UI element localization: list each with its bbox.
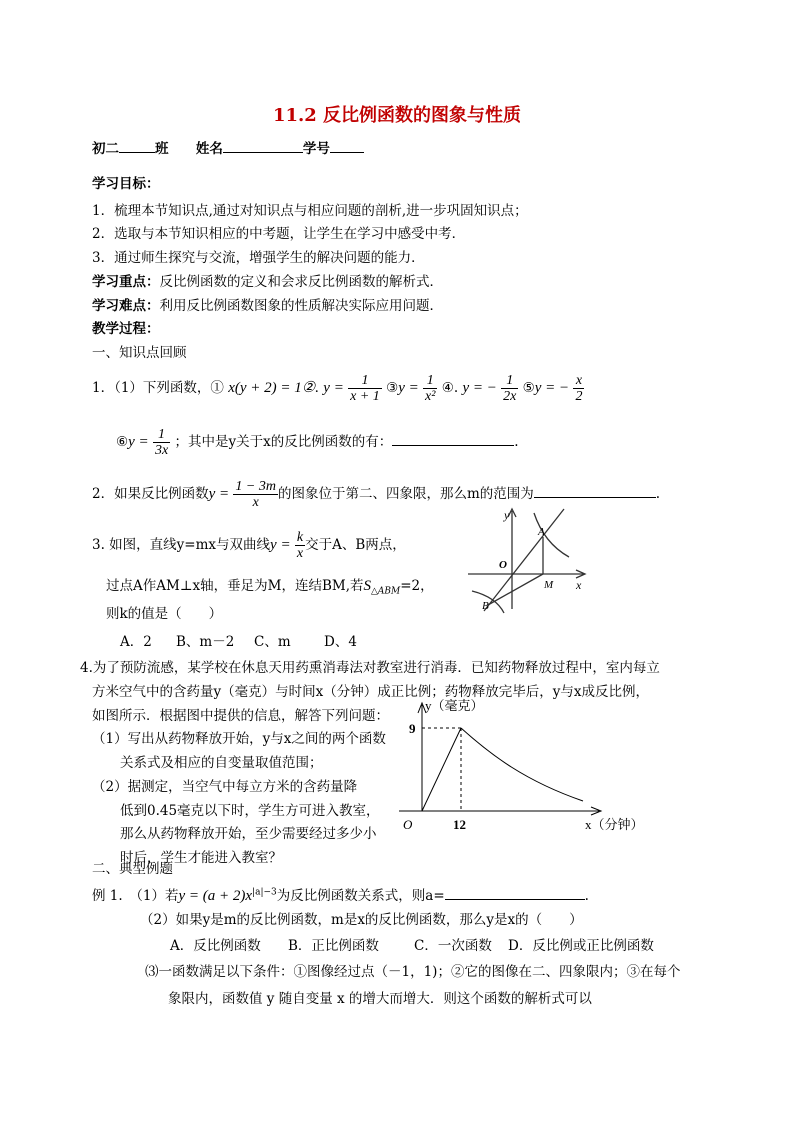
- question-4-sub-1b: 关系式及相应的自变量取值范围；: [120, 755, 323, 771]
- q3-options: [120, 630, 357, 650]
- q4-peak-y-label: 9: [409, 721, 416, 736]
- q1-fraction-2: $\frac{1}{x + 1}$: [350, 373, 380, 404]
- key-point-text: 反比例函数的定义和会求反比例函数的解析式．: [159, 274, 443, 290]
- q3-label-a: A: [538, 526, 545, 538]
- q4-y-label: y（毫克）: [425, 698, 484, 713]
- q3-bm-line: [488, 574, 543, 605]
- goal-item-3: 3．通过师生探究与交流，增强学生的解决问题的能力．: [92, 250, 425, 266]
- q1-fraction-4: $\frac{1}{2x}$: [503, 373, 517, 404]
- q3-line-mx: [484, 509, 564, 611]
- q2-fraction: $\frac{1 - 3m}{x}$: [235, 479, 276, 510]
- section-1-heading: 一、知识点回顾: [92, 345, 187, 361]
- q3-label-y: y: [504, 508, 510, 522]
- q4-peak-x-label: 12: [453, 817, 466, 832]
- goal-item-2: 2．选取与本节知识相应的中考题，让学生在学习中感受中考．: [92, 226, 466, 242]
- question-4-sub-1a: （1）写出从药物释放开始，y与x之间的两个函数: [92, 731, 386, 747]
- question-2: 2．如果反比例函数y = $\frac{1 - 3m}{x}$ 的图象位于第二、四象限，那么m的范围为 .: [92, 479, 661, 510]
- ex1-answer-blank[interactable]: [445, 885, 585, 900]
- grade-label: 初二: [92, 141, 119, 157]
- q2-suffix: 的图象位于第二、四象限，那么m的范围为: [277, 486, 534, 502]
- q4-decay-curve: [461, 728, 583, 801]
- key-point-line: [92, 270, 443, 290]
- q1-prefix: 1．（1）下列函数，①: [92, 380, 224, 396]
- ex1-exponent: |a|−3: [252, 887, 277, 898]
- q3-option-c[interactable]: C、m: [254, 634, 291, 650]
- question-4-sub-2c: 那么从药物释放开始，至少需要经过多少小: [120, 826, 377, 842]
- q1-fraction-5: $\frac{x}{2}$: [575, 373, 583, 404]
- q3-label-x: x: [576, 578, 582, 592]
- goals-heading: 学习目标：: [92, 176, 160, 192]
- q3-figure: [464, 505, 594, 615]
- question-4-sub-2d: 时后，学生才能进入教室？: [120, 850, 282, 866]
- q3-fraction: $\frac{k}{x}$: [296, 530, 304, 561]
- example-1-part-3a: ⑶一函数满足以下条件：①图像经过点（－1，1)；②它的图像在二、四象限内；③在每个: [145, 964, 681, 980]
- question-1-line-1: 1．（1）下列函数，① x(y + 2) = 1②. y = $\frac{1}{x + 1}$ ③y = $\frac{1}{\text{x²}}$ ④. y = − $\frac{1}{2x}$ ⑤y = − $\frac{x}{2}$: [92, 373, 583, 404]
- difficulty-label: 学习难点：: [92, 298, 160, 314]
- q4-x-label: x（分钟）: [585, 817, 644, 832]
- process-heading: 教学过程：: [92, 321, 160, 337]
- ex1-suffix: 为反比例函数关系式，则a=: [276, 888, 445, 904]
- q1-circle-6: ⑥: [116, 434, 129, 450]
- page-title: 11.2 反比例函数的图象与性质: [272, 105, 522, 126]
- question-3-line-3: 则k的值是（ ）: [106, 606, 223, 622]
- difficulty-text: 利用反比例函数图象的性质解决实际应用问题．: [159, 298, 443, 314]
- ex1-option-d[interactable]: D．反比例或正比例函数: [508, 938, 654, 954]
- q1-circle-4: ④.: [441, 380, 459, 396]
- question-1-line-2: ⑥y = $\frac{1}{3x}$ ；其中是y关于x的反比例函数的有： .: [116, 427, 519, 458]
- class-label: 班: [155, 141, 169, 157]
- q3-area-subscript: △ABM: [371, 586, 401, 597]
- q2-prefix: 2．如果反比例函数: [92, 486, 209, 502]
- q1-formula-2-lhs: y =: [323, 380, 344, 396]
- q3-option-d[interactable]: D、4: [324, 634, 357, 650]
- q4-rise-line: [422, 728, 461, 811]
- ex1-prefix: 例 1. （1）若: [92, 888, 179, 904]
- ex1-option-b[interactable]: B．正比例函数: [288, 938, 379, 954]
- q3-suffix: 交于A、B两点，: [305, 537, 406, 553]
- q1-circle-3: ③: [386, 380, 399, 396]
- ex1-option-a[interactable]: A．反比例函数: [170, 938, 261, 954]
- q3-label-m: M: [544, 579, 554, 591]
- example-1-part-2: （2）如果y是m的反比例函数，m是x的反比例函数，那么y是x的（ ）: [140, 912, 583, 928]
- question-4-line-1: 4.为了预防流感，某学校在休息天用药熏消毒法对教室进行消毒．已知药物释放过程中，室内每立: [80, 660, 660, 676]
- name-label: 姓名: [195, 141, 223, 157]
- question-4-sub-2b: 低到0.45毫克以下时，学生方可进入教室，: [120, 803, 380, 819]
- q3-label-b: B: [482, 600, 489, 612]
- question-4-line-3: 如图所示．根据图中提供的信息，解答下列问题：: [92, 708, 389, 724]
- q1-fraction-6: $\frac{1}{3x}$: [154, 427, 169, 458]
- class-blank[interactable]: [119, 138, 155, 153]
- goal-item-1: 1．梳理本节知识点,通过对知识点与相应问题的剖析,进一步巩固知识点；: [92, 203, 528, 219]
- q1-formula-4-lhs: y = −: [462, 380, 497, 396]
- difficulty-line: [92, 294, 443, 314]
- id-blank[interactable]: [330, 138, 364, 153]
- q1-fraction-3: $\frac{1}{\text{x²}}$: [425, 373, 436, 404]
- q3-area-symbol: S: [363, 578, 371, 594]
- q1-answer-blank[interactable]: [392, 431, 514, 446]
- student-info-line: [92, 137, 364, 157]
- ex1-options: [170, 934, 654, 954]
- question-3-line-2: [106, 574, 434, 597]
- q1-suffix: ；其中是y关于x的反比例函数的有：: [174, 434, 393, 450]
- q1-circle-5: ⑤: [522, 380, 535, 396]
- q3-option-a[interactable]: A．2: [120, 634, 152, 650]
- example-1-part-3b: 象限内，函数值 y 随自变量 x 的增大而增大．则这个函数的解析式可以: [168, 991, 592, 1007]
- q3-line-2-text: 过点A作AM⊥x轴，垂足为M，连结BM,若: [106, 578, 364, 594]
- q3-prefix: 3. 如图，直线y=mx与双曲线: [92, 537, 271, 553]
- ex1-option-c[interactable]: C．一次函数: [414, 938, 492, 954]
- question-4-line-2: 方米空气中的含药量y（毫克）与时间x（分钟）成正比例；药物释放完毕后，y与x成反比例，: [92, 684, 649, 700]
- q1-formula-5-lhs: y = −: [534, 380, 570, 396]
- q2-answer-blank[interactable]: [534, 483, 656, 498]
- q4-origin-label: O: [403, 817, 413, 832]
- q3-line-2-suffix: =2，: [400, 578, 434, 594]
- question-3-line-1: 3. 如图，直线y=mx与双曲线y = $\frac{k}{x}$ 交于A、B两点，: [92, 530, 406, 561]
- name-blank[interactable]: [223, 138, 303, 153]
- id-label: 学号: [302, 141, 330, 157]
- q3-option-b[interactable]: B、m－2: [176, 634, 235, 650]
- q3-label-o: O: [499, 559, 507, 571]
- q4-graph: [395, 693, 655, 838]
- question-4-sub-2a: （2）据测定，当空气中每立方米的含药量降: [92, 779, 358, 795]
- example-1-part-1: 例 1. （1）若$y = (a + 2)x^{|a|-3}$为反比例函数关系式，则a= .: [92, 884, 589, 905]
- section-2-heading: 二、典型例题: [92, 861, 173, 877]
- key-point-label: 学习重点：: [92, 274, 160, 290]
- q1-formula-1: x(y + 2) = 1②.: [228, 380, 319, 396]
- ex1-formula: y = (a + 2)x: [178, 888, 253, 904]
